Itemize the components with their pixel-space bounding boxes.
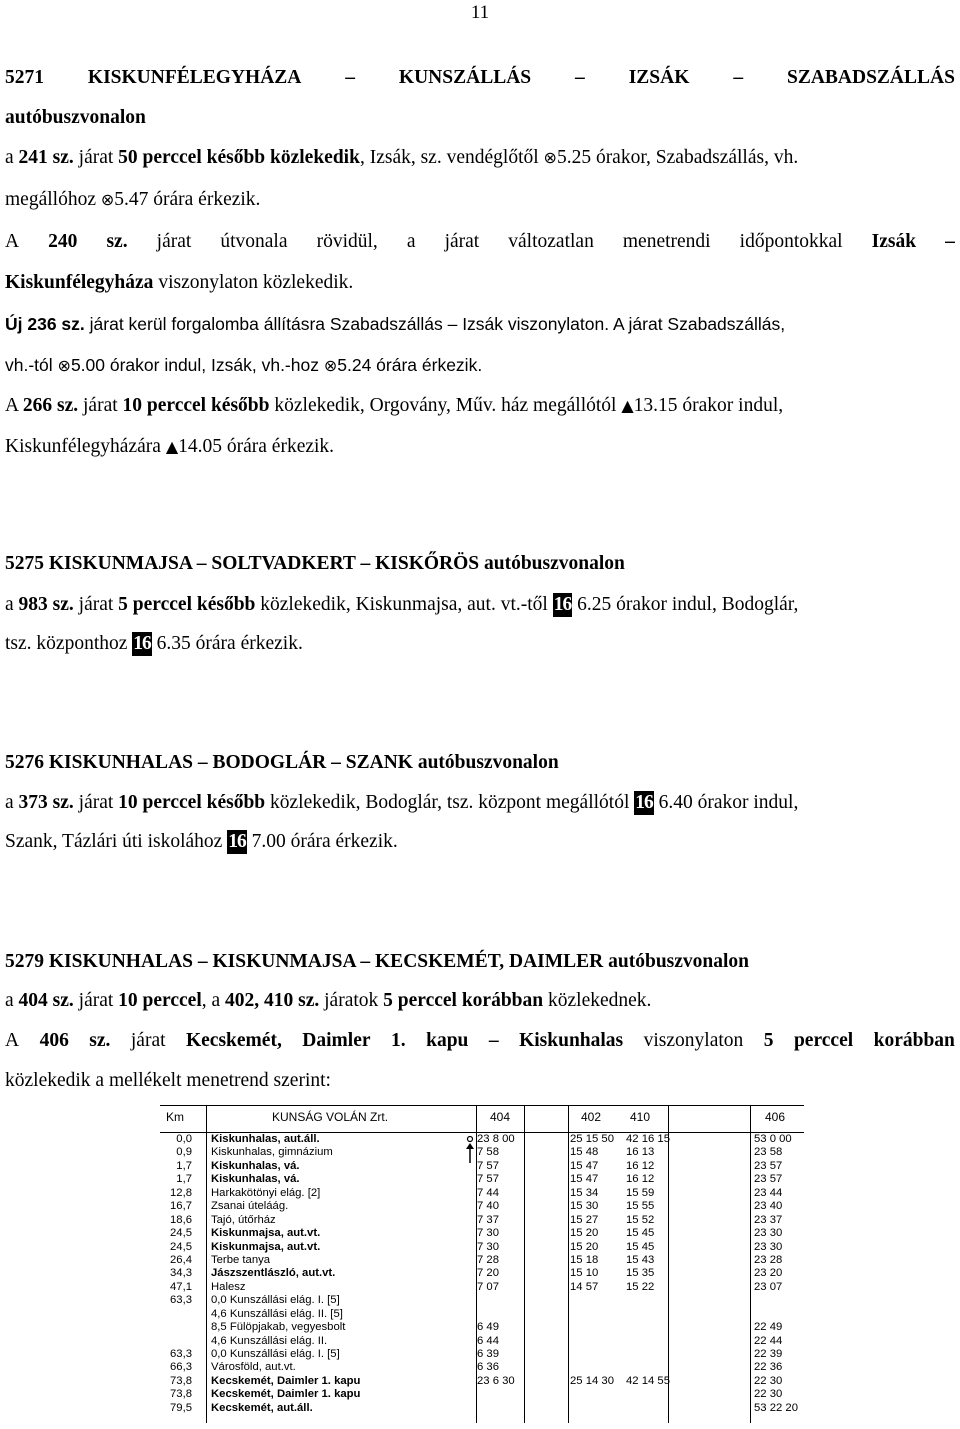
cell-t402: 15 34 (570, 1186, 599, 1199)
timetable-row (160, 1267, 804, 1280)
timetable-row (160, 1308, 804, 1321)
timetable-header (160, 1105, 804, 1135)
cell-st: Jászszentlászló, aut.vt. (211, 1267, 336, 1280)
cell-km: 73,8 (170, 1388, 192, 1401)
cell-t406: 22 30 (754, 1388, 783, 1401)
cell-st: Kiskunhalas, vá. (211, 1173, 300, 1186)
cell-km: 0,0 (176, 1133, 192, 1145)
cell-st: Zsanai úteláág. (211, 1200, 289, 1213)
circled-x-icon: ⊗ (543, 148, 557, 167)
word: 406 (39, 1030, 69, 1051)
cell-t406: 23 57 (754, 1159, 783, 1172)
cell-t402: 15 18 (570, 1253, 599, 1266)
stop-badge: 16 (553, 594, 572, 615)
header-404: 404 (490, 1110, 511, 1124)
paragraph-406 (5, 1029, 955, 1053)
rule (160, 1105, 804, 1106)
cell-t406: 23 44 (754, 1186, 783, 1199)
cell-t404: 7 20 (477, 1267, 499, 1280)
paragraph-240-cont: Kiskunfélegyháza viszonylaton közlekedik. (5, 272, 354, 293)
word: Daimler (302, 1030, 371, 1051)
cell-km: 26,4 (170, 1253, 192, 1266)
cell-st: 0,0 Kunszállási elág. I. [5] (211, 1348, 340, 1360)
cell-st: Halesz (211, 1280, 246, 1293)
cell-km: 0,9 (176, 1146, 192, 1159)
cell-t404: 6 44 (477, 1334, 499, 1347)
cell-t402: 15 20 (570, 1227, 599, 1240)
cell-st: Kiskunhalas, aut.áll. (211, 1133, 320, 1145)
cell-st: Kecskemét, aut.áll. (211, 1401, 313, 1414)
timetable-row (160, 1160, 804, 1173)
word: korábban (873, 1030, 955, 1051)
cell-t410: 16 13 (626, 1146, 655, 1159)
cell-km: 63,3 (170, 1348, 192, 1360)
word: kapu (426, 1030, 469, 1051)
word: A (5, 1030, 20, 1051)
cell-t406: 23 20 (754, 1267, 783, 1280)
header-406: 406 (765, 1110, 786, 1124)
cell-t402: 15 20 (570, 1240, 599, 1253)
cell-st: Városföld, aut.vt. (211, 1361, 296, 1374)
cell-t402: 15 30 (570, 1200, 599, 1213)
paragraph-373-cont: Szank, Tázlári úti iskolához 16 7.00 órára érkezik. (5, 831, 398, 852)
cell-t404: 7 30 (477, 1240, 499, 1253)
cell-km: 24,5 (170, 1240, 192, 1253)
cell-t410: 42 14 55 (626, 1374, 670, 1387)
cell-km: 79,5 (170, 1401, 192, 1414)
timetable-row (160, 1200, 804, 1213)
timetable-row (160, 1146, 804, 1159)
timetable-row (160, 1227, 804, 1240)
word: – (488, 1030, 499, 1051)
triangle-icon: ▲ (165, 437, 179, 456)
header-410: 410 (630, 1110, 651, 1124)
cell-km: 73,8 (170, 1374, 192, 1387)
cell-t410: 15 45 (626, 1227, 655, 1240)
word: Kecskemét, (185, 1030, 282, 1051)
cell-t410: 16 12 (626, 1173, 655, 1186)
cell-st: 0,0 Kunszállási elág. I. [5] (211, 1294, 340, 1307)
cell-km: 1,7 (176, 1159, 192, 1172)
section-5275-heading: 5275 KISKUNMAJSA – SOLTVADKERT – KISKŐRÖS autóbuszvonalon (5, 553, 625, 574)
word: sz. (89, 1030, 111, 1051)
cell-t406: 22 30 (754, 1374, 783, 1387)
timetable-row (160, 1254, 804, 1267)
cell-st: Harkakötönyi elág. [2] (211, 1186, 321, 1199)
cell-km: 47,1 (170, 1280, 192, 1293)
circled-x-icon: ⊗ (323, 356, 338, 375)
paragraph-983-cont: tsz. központhoz 16 6.35 órára érkezik. (5, 633, 303, 654)
cell-t406: 23 58 (754, 1146, 783, 1159)
circled-x-icon: ⊗ (57, 356, 71, 375)
cell-km: 24,5 (170, 1227, 192, 1240)
cell-t406: 23 30 (754, 1227, 783, 1240)
direction-arrow-icon (464, 1135, 476, 1169)
header-km: Km (166, 1110, 184, 1124)
section-5271-heading: 5271 KISKUNFÉLEGYHÁZA – KUNSZÁLLÁS – IZSÁK – SZABADSZÁLLÁS (5, 67, 955, 88)
timetable-row (160, 1361, 804, 1374)
timetable-row (160, 1241, 804, 1254)
cell-t402: 15 48 (570, 1146, 599, 1159)
cell-t404: 6 39 (477, 1348, 499, 1360)
cell-t404: 23 8 00 (477, 1133, 515, 1145)
cell-km: 1,7 (176, 1173, 192, 1186)
cell-st: 4,6 Kunszállási elág. II. [5] (211, 1307, 343, 1320)
cell-km: 12,8 (170, 1186, 192, 1199)
cell-t402: 15 47 (570, 1159, 599, 1172)
word: viszonylaton (643, 1030, 744, 1051)
timetable-row (160, 1173, 804, 1186)
word: 1. (391, 1030, 406, 1051)
cell-t410: 15 43 (626, 1253, 655, 1266)
timetable-row (160, 1281, 804, 1294)
timetable-body (160, 1133, 804, 1415)
paragraph-241-cont: megállóhoz ⊗5.47 órára érkezik. (5, 189, 261, 210)
cell-t404: 6 49 (477, 1321, 499, 1334)
paragraph-983: a 983 sz. járat 5 perccel később közlekedik, Kiskunmajsa, aut. vt.-től 16 6.25 órakor indul, Bodoglár, (5, 594, 799, 615)
cell-st: Kecskemét, Daimler 1. kapu (211, 1374, 361, 1387)
cell-st: Kiskunmajsa, aut.vt. (211, 1240, 321, 1253)
timetable-row (160, 1402, 804, 1415)
cell-t406: 23 37 (754, 1213, 783, 1226)
cell-t404: 7 57 (477, 1159, 499, 1172)
header-402: 402 (581, 1110, 602, 1124)
cell-t410: 15 59 (626, 1186, 655, 1199)
cell-t406: 22 44 (754, 1334, 783, 1347)
word: perccel (793, 1030, 854, 1051)
cell-t406: 53 22 20 (754, 1401, 798, 1414)
word: járat (130, 1030, 166, 1051)
cell-km: 66,3 (170, 1361, 192, 1374)
cell-t404: 7 44 (477, 1186, 499, 1199)
paragraph-236: Új 236 sz. járat kerül forgalomba állításra Szabadszállás – Izsák viszonylaton. A járat Szabadszállás, (5, 314, 786, 334)
word: Kiskunhalas (519, 1030, 624, 1051)
paragraph-240: A 240 sz. járat útvonala rövidül, a járat változatlan menetrendi időpontokkal Izsák – (5, 231, 955, 252)
circled-x-icon: ⊗ (100, 190, 115, 209)
timetable-row (160, 1335, 804, 1348)
cell-t406: 22 49 (754, 1321, 783, 1334)
timetable (160, 1105, 804, 1423)
timetable-row (160, 1388, 804, 1401)
cell-t410: 15 55 (626, 1200, 655, 1213)
cell-t402: 15 47 (570, 1173, 599, 1186)
cell-t404: 23 6 30 (477, 1374, 515, 1387)
cell-t402: 25 15 50 (570, 1133, 614, 1145)
header-company: KUNSÁG VOLÁN Zrt. (272, 1110, 389, 1124)
cell-t404: 7 30 (477, 1227, 499, 1240)
cell-t404: 7 07 (477, 1280, 499, 1293)
timetable-row (160, 1321, 804, 1334)
cell-t402: 15 27 (570, 1213, 599, 1226)
cell-t404: 7 58 (477, 1146, 499, 1159)
paragraph-266-cont: Kiskunfélegyházára ▲14.05 órára érkezik. (5, 436, 335, 457)
triangle-icon: ▲ (621, 396, 634, 415)
cell-t410: 16 12 (626, 1159, 655, 1172)
cell-t410: 15 52 (626, 1213, 655, 1226)
stop-badge: 16 (635, 792, 653, 813)
section-5276-heading: 5276 KISKUNHALAS – BODOGLÁR – SZANK autóbuszvonalon (5, 752, 559, 773)
cell-t406: 23 40 (754, 1200, 783, 1213)
cell-t406: 23 07 (754, 1280, 783, 1293)
cell-t410: 15 35 (626, 1267, 655, 1280)
cell-t404: 7 40 (477, 1200, 499, 1213)
timetable-row (160, 1294, 804, 1307)
cell-t410: 42 16 15 (626, 1133, 670, 1145)
cell-st: Tajó, útőrház (211, 1213, 276, 1226)
cell-t410: 15 45 (626, 1240, 655, 1253)
paragraph-406-cont: közlekedik a mellékelt menetrend szerint: (5, 1070, 331, 1091)
paragraph-266: A 266 sz. járat 10 perccel később közlekedik, Orgovány, Műv. ház megállótól ▲13.15 órakor indul, (5, 395, 784, 416)
cell-t406: 22 36 (754, 1361, 783, 1374)
cell-t404: 7 37 (477, 1213, 499, 1226)
section-5271-heading-cont: autóbuszvonalon (5, 107, 146, 128)
cell-km: 63,3 (170, 1294, 192, 1307)
section-5279-heading: 5279 KISKUNHALAS – KISKUNMAJSA – KECSKEMÉT, DAIMLER autóbuszvonalon (5, 951, 750, 972)
cell-t402: 25 14 30 (570, 1374, 614, 1387)
cell-st: Kiskunhalas, vá. (211, 1159, 300, 1172)
cell-st: Kecskemét, Daimler 1. kapu (211, 1388, 361, 1401)
cell-st: 8,5 Fülöpjakab, vegyesbolt (211, 1321, 346, 1334)
cell-t406: 53 0 00 (754, 1133, 792, 1145)
paragraph-236-cont: vh.-tól ⊗5.00 órakor indul, Izsák, vh.-hoz ⊗5.24 órára érkezik. (5, 355, 483, 375)
timetable-row (160, 1187, 804, 1200)
page-number: 11 (470, 2, 490, 23)
cell-t406: 23 30 (754, 1240, 783, 1253)
paragraph-241: a 241 sz. járat 50 perccel később közlekedik, Izsák, sz. vendéglőtől ⊗5.25 órakor, Szabadszállás, vh. (5, 147, 799, 168)
cell-t404: 6 36 (477, 1361, 499, 1374)
cell-t406: 22 39 (754, 1348, 783, 1360)
cell-km: 18,6 (170, 1213, 192, 1226)
stop-badge: 16 (133, 633, 151, 654)
cell-st: 4,6 Kunszállási elág. II. (211, 1334, 328, 1347)
cell-st: Kiskunmajsa, aut.vt. (211, 1227, 321, 1240)
cell-t402: 14 57 (570, 1280, 599, 1293)
paragraph-373: a 373 sz. járat 10 perccel később közlekedik, Bodoglár, tsz. központ megállótól 16 6.40 órakor indul, (5, 792, 799, 813)
cell-st: Terbe tanya (211, 1253, 271, 1266)
cell-t406: 23 57 (754, 1173, 783, 1186)
timetable-row (160, 1133, 804, 1146)
cell-t410: 15 22 (626, 1280, 655, 1293)
timetable-row (160, 1214, 804, 1227)
word: 5 (763, 1030, 774, 1051)
cell-t402: 15 10 (570, 1267, 599, 1280)
stop-badge: 16 (228, 831, 246, 852)
timetable-row (160, 1348, 804, 1361)
cell-t406: 23 28 (754, 1253, 783, 1266)
timetable-row (160, 1375, 804, 1388)
cell-km: 16,7 (170, 1200, 192, 1213)
cell-t404: 7 28 (477, 1253, 499, 1266)
cell-km: 34,3 (170, 1267, 192, 1280)
paragraph-404: a 404 sz. járat 10 perccel, a 402, 410 sz. járatok 5 perccel korábban közlekednek. (5, 990, 652, 1011)
cell-t404: 7 57 (477, 1173, 499, 1186)
cell-st: Kiskunhalas, gimnázium (211, 1146, 333, 1159)
